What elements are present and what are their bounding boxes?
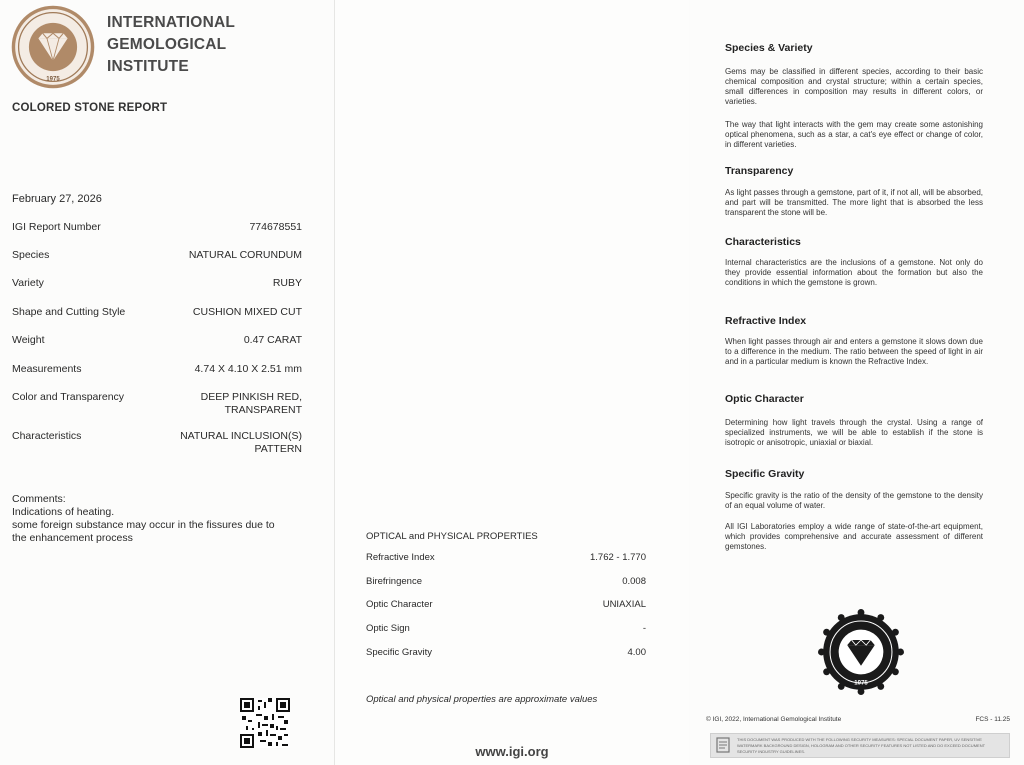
property-label: Optic Sign — [366, 623, 410, 634]
field-value-line: TRANSPARENT — [224, 404, 302, 416]
field-value-line: DEEP PINKISH RED, — [200, 391, 302, 403]
website-link[interactable]: www.igi.org — [475, 744, 549, 759]
optical-properties-title: OPTICAL and PHYSICAL PROPERTIES — [366, 531, 538, 542]
property-value: 1.762 - 1.770 — [590, 552, 646, 563]
property-value: 0.008 — [622, 576, 646, 587]
field-label: Weight — [12, 334, 45, 346]
institute-name-line: GEMOLOGICAL — [107, 36, 227, 53]
report-title: COLORED STONE REPORT — [12, 102, 168, 114]
igi-seal-logo — [10, 4, 96, 90]
section-paragraph: Internal characteristics are the inclusions of a gemstone. Not only do they provide essential information about the formation but also the conditions in which the gemstone is grown. — [725, 258, 983, 287]
qr-code[interactable] — [240, 698, 290, 748]
section-paragraph: Gems may be classified in different species, according to their basic chemical composition and crystal structure; within a certain species, small differences in composition may results in different colors, or varieties. — [725, 67, 983, 106]
institute-name — [107, 12, 235, 78]
approximate-values-note: Optical and physical properties are approximate values — [366, 694, 598, 705]
property-label: Refractive Index — [366, 552, 435, 563]
field-value — [201, 391, 302, 417]
property-label: Optic Character — [366, 599, 433, 610]
field-label: Characteristics — [12, 430, 82, 442]
section-heading-specific-gravity: Specific Gravity — [725, 468, 805, 480]
section-heading-refractive-index: Refractive Index — [725, 315, 807, 327]
field-value: 4.74 X 4.10 X 2.51 mm — [194, 363, 302, 375]
igi-seal-emblem — [818, 609, 904, 695]
seal-year: 1975 — [46, 76, 60, 83]
section-paragraph: Determining how light travels through the crystal. Using a range of specialized instruments, we will be able to establish if the stone is isotropic or anisotropic, uniaxial or biaxial. — [725, 418, 983, 447]
field-label: Species — [12, 249, 50, 261]
comments-line: Indications of heating. — [12, 506, 115, 518]
section-paragraph: Specific gravity is the ratio of the density of the gemstone to the density of an equal volume of water. — [725, 491, 983, 510]
section-paragraph: All IGI Laboratories employ a wide range of state-of-the-art equipment, which provides comprehensive and accurate assessment of different gemstones. — [725, 522, 983, 551]
institute-name-line: INTERNATIONAL — [107, 14, 236, 31]
field-value: RUBY — [272, 277, 302, 289]
section-heading-optic-character: Optic Character — [725, 393, 804, 405]
comments-line: some foreign substance may occur in the fissures due to — [12, 519, 275, 531]
field-value — [180, 430, 302, 456]
field-label: Color and Transparency — [12, 391, 125, 403]
section-paragraph: When light passes through air and enters a gemstone it slows down due to a difference in the medium. The ratio between the speed of light in air and in a particular medium is known the Refractive Index. — [725, 337, 983, 366]
institute-name-line: INSTITUTE — [107, 58, 189, 75]
form-code: FCS - 11.25 — [975, 716, 1010, 723]
field-value: 774678551 — [249, 221, 302, 233]
comments-block — [12, 493, 312, 545]
properties-panel — [334, 0, 690, 765]
info-panel — [689, 0, 1024, 765]
comments-line: the enhancement process — [12, 532, 133, 544]
section-heading-characteristics: Characteristics — [725, 236, 801, 248]
security-note: THIS DOCUMENT WAS PRODUCED WITH THE FOLLOWING SECURITY MEASURES: SPECIAL DOCUMENT PAPER, UV SENSITIVE WATERMARK BACKGROUND DESIGN, HOLOGRAM AND OTHER SECURITY FEATURES NOT LISTED AND DO EXCEED DOCUMENT SECURITY INDUSTRY GUIDELINES. — [737, 737, 985, 754]
field-label: IGI Report Number — [12, 221, 101, 233]
field-value: NATURAL CORUNDUM — [188, 249, 302, 261]
property-value: UNIAXIAL — [602, 599, 646, 610]
property-value: 4.00 — [627, 647, 646, 658]
field-value: 0.47 CARAT — [243, 334, 302, 346]
seal-year: 1975 — [854, 680, 868, 687]
section-heading-transparency: Transparency — [725, 165, 794, 177]
property-value: - — [642, 623, 646, 634]
section-heading-species-variety: Species & Variety — [725, 42, 813, 54]
security-strip — [710, 733, 1010, 758]
field-label: Shape and Cutting Style — [12, 306, 126, 318]
report-date: February 27, 2026 — [12, 193, 102, 205]
copyright-text: © IGI, 2022, International Gemological Institute — [706, 716, 842, 723]
field-value: CUSHION MIXED CUT — [192, 306, 302, 318]
section-paragraph: As light passes through a gemstone, part of it, if not all, will be absorbed, and part will be transmitted. The more light that is absorbed the less transparent the stone will be. — [725, 188, 983, 217]
field-value-line: NATURAL INCLUSION(S) — [180, 430, 302, 442]
field-label: Measurements — [12, 363, 82, 375]
comments-label: Comments: — [12, 493, 66, 505]
section-paragraph: The way that light interacts with the gem may create some astonishing optical phenomena, such as a star, a cat's eye effect or change of color, in different varieties. — [725, 120, 983, 149]
field-label: Variety — [12, 277, 44, 289]
property-label: Birefringence — [366, 576, 422, 587]
field-value-line: PATTERN — [254, 443, 302, 455]
report-front-panel — [0, 0, 334, 765]
document-security-icon — [715, 737, 731, 753]
property-label: Specific Gravity — [366, 647, 432, 658]
